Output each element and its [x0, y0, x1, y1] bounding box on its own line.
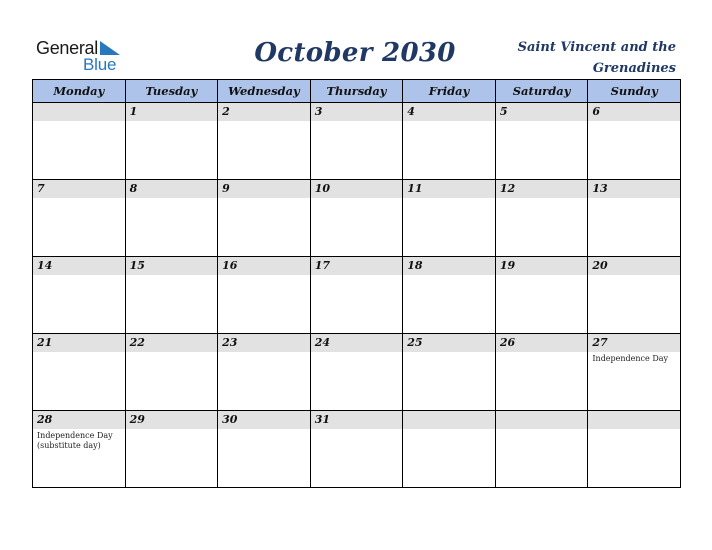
day-cell-empty	[588, 411, 681, 488]
weekday-header-row	[33, 80, 681, 103]
week-row-4	[33, 334, 681, 411]
day-cell-30	[218, 411, 311, 488]
day-number: 20	[588, 257, 680, 275]
day-number: 17	[311, 257, 403, 275]
day-number: 22	[126, 334, 218, 352]
day-number: 10	[311, 180, 403, 198]
country-line-2: Grenadines	[592, 61, 676, 76]
weekday-monday: Monday	[33, 80, 126, 103]
day-cell-10	[310, 180, 403, 257]
day-number: 24	[311, 334, 403, 352]
day-cell-22	[125, 334, 218, 411]
day-cell-13	[588, 180, 681, 257]
day-cell-14	[33, 257, 126, 334]
day-number: 30	[218, 411, 310, 429]
day-number: 11	[403, 180, 495, 198]
week-row-3	[33, 257, 681, 334]
day-cell-2	[218, 103, 311, 180]
day-number: 21	[33, 334, 125, 352]
day-number: 25	[403, 334, 495, 352]
day-cell-5	[495, 103, 588, 180]
week-row-5	[33, 411, 681, 488]
weekday-thursday: Thursday	[310, 80, 403, 103]
holiday-label: Independence Day (substitute day)	[37, 431, 113, 450]
day-cell-21	[33, 334, 126, 411]
day-number: 15	[126, 257, 218, 275]
day-number: 9	[218, 180, 310, 198]
logo-blue-text: Blue	[83, 55, 117, 74]
day-number: 16	[218, 257, 310, 275]
day-number: 18	[403, 257, 495, 275]
day-cell-17	[310, 257, 403, 334]
weekday-saturday: Saturday	[495, 80, 588, 103]
weekday-sunday: Sunday	[588, 80, 681, 103]
month-title: October 2030	[254, 38, 456, 68]
week-row-2	[33, 180, 681, 257]
weekday-wednesday: Wednesday	[218, 80, 311, 103]
day-number	[403, 411, 495, 429]
country-line-1: Saint Vincent and the	[517, 40, 676, 55]
day-cell-12	[495, 180, 588, 257]
day-cell-16	[218, 257, 311, 334]
day-cell-31	[310, 411, 403, 488]
day-number: 1	[126, 103, 218, 121]
day-number: 28	[33, 411, 125, 429]
day-cell-29	[125, 411, 218, 488]
day-cell-empty	[403, 411, 496, 488]
weekday-tuesday: Tuesday	[125, 80, 218, 103]
day-number: 12	[496, 180, 588, 198]
day-cell-6	[588, 103, 681, 180]
day-cell-11	[403, 180, 496, 257]
country-name	[500, 37, 676, 79]
day-number	[496, 411, 588, 429]
day-number: 13	[588, 180, 680, 198]
day-cell-19	[495, 257, 588, 334]
day-cell-24	[310, 334, 403, 411]
day-cell-27	[588, 334, 681, 411]
day-cell-8	[125, 180, 218, 257]
day-number: 2	[218, 103, 310, 121]
day-cell-15	[125, 257, 218, 334]
day-cell-4	[403, 103, 496, 180]
day-cell-20	[588, 257, 681, 334]
day-number: 4	[403, 103, 495, 121]
day-number	[588, 411, 680, 429]
week-row-1	[33, 103, 681, 180]
day-cell-empty	[33, 103, 126, 180]
day-number	[33, 103, 125, 121]
day-number: 14	[33, 257, 125, 275]
day-cell-empty	[495, 411, 588, 488]
logo-general-text: General	[36, 38, 98, 58]
day-number: 5	[496, 103, 588, 121]
day-number: 8	[126, 180, 218, 198]
day-cell-9	[218, 180, 311, 257]
day-cell-7	[33, 180, 126, 257]
generalblue-logo	[36, 38, 136, 76]
day-number: 19	[496, 257, 588, 275]
day-number: 27	[588, 334, 680, 352]
day-cell-25	[403, 334, 496, 411]
day-number: 31	[311, 411, 403, 429]
day-number: 29	[126, 411, 218, 429]
day-number: 26	[496, 334, 588, 352]
logo-triangle-icon	[100, 41, 120, 55]
day-cell-18	[403, 257, 496, 334]
day-number: 7	[33, 180, 125, 198]
day-number: 6	[588, 103, 680, 121]
day-cell-23	[218, 334, 311, 411]
day-cell-26	[495, 334, 588, 411]
day-cell-3	[310, 103, 403, 180]
day-number: 3	[311, 103, 403, 121]
day-cell-28	[33, 411, 126, 488]
day-number: 23	[218, 334, 310, 352]
weekday-friday: Friday	[403, 80, 496, 103]
calendar-grid	[32, 79, 681, 488]
day-cell-1	[125, 103, 218, 180]
holiday-label: Independence Day	[592, 354, 669, 363]
